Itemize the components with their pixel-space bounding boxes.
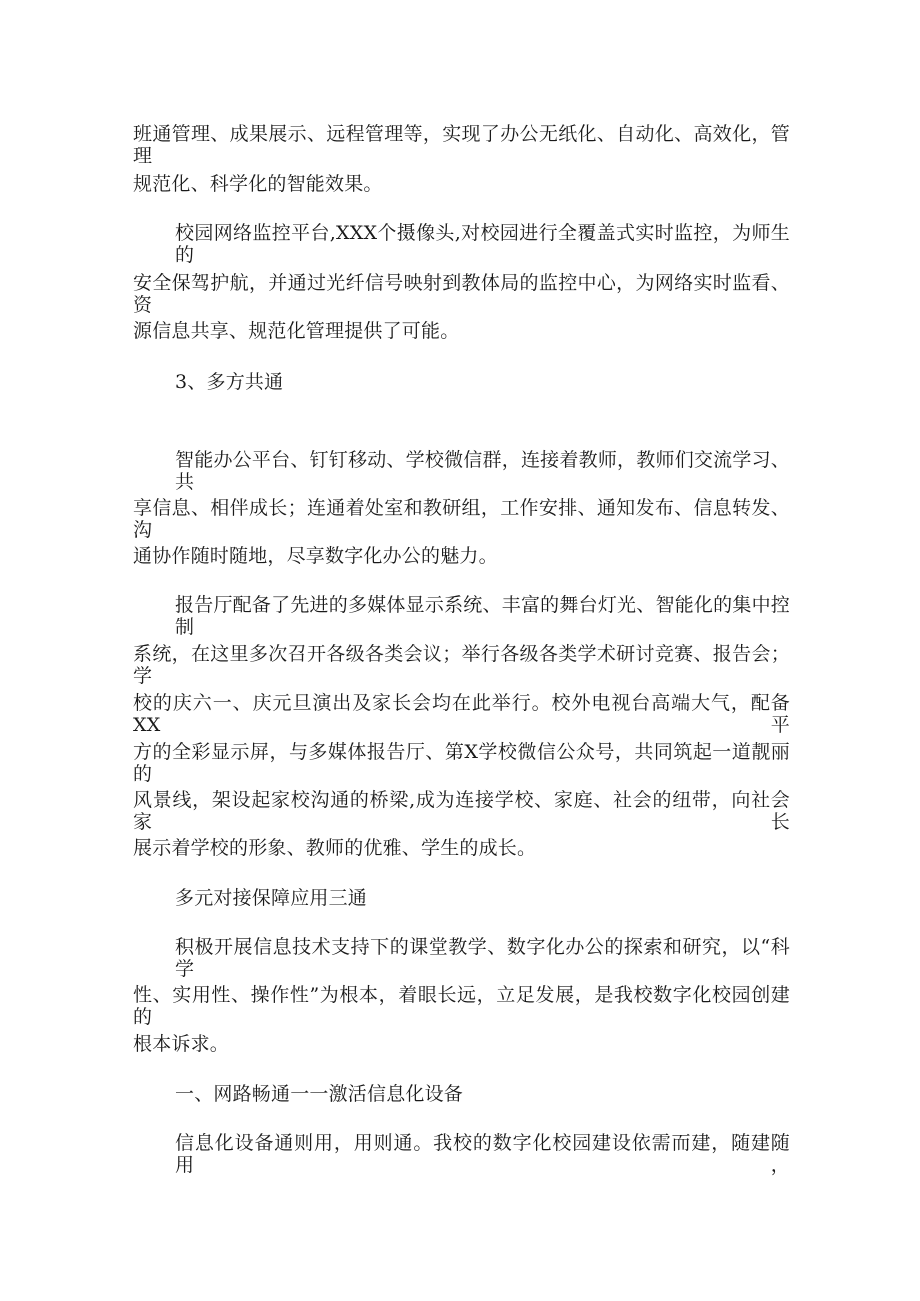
section-heading: 一、网路畅通一一激活信息化设备 [175, 1083, 464, 1105]
paragraph-line: 源信息共享、规范化管理提供了可能。 [133, 320, 460, 342]
paragraph-line: 校的庆六一、庆元旦演出及家长会均在此举行。校外电视台高端大气，配备XX平 [133, 692, 790, 736]
paragraph-line: 报告厅配备了先进的多媒体显示系统、丰富的舞台灯光、智能化的集中控制 [175, 594, 790, 638]
paragraph-line: 系统，在这里多次召开各级各类会议；举行各级各类学术研讨竞赛、报告会；学 [133, 643, 790, 687]
paragraph-line: 校园网络监控平台,XXX个摄像头,对校园进行全覆盖式实时监控，为师生的 [175, 222, 790, 266]
paragraph-line: 根本诉求。 [133, 1033, 230, 1055]
paragraph-line: 安全保驾护航，并通过光纤信号映射到教体局的监控中心，为网络实时监看、资 [133, 272, 790, 316]
paragraph-line: 规范化、科学化的智能效果。 [133, 173, 383, 195]
paragraph-line: 积极开展信息技术支持下的课堂教学、数字化办公的探索和研究，以“科学 [175, 936, 790, 980]
paragraph-line: 性、实用性、操作性”为根本，着眼长远，立足发展，是我校数字化校园创建的 [133, 984, 790, 1028]
section-heading: 多元对接保障应用三通 [175, 887, 368, 909]
paragraph-line: 智能办公平台、钉钉移动、学校微信群，连接着教师，教师们交流学习、共 [175, 449, 790, 493]
paragraph-line: 信息化设备通则用，用则通。我校的数字化校园建设依需而建，随建随用， [175, 1132, 790, 1176]
paragraph-line: 展示着学校的形象、教师的优雅、学生的成长。 [133, 837, 537, 859]
paragraph-line: 通协作随时随地，尽享数字化办公的魅力。 [133, 545, 498, 567]
section-heading: 3、多方共通 [175, 371, 284, 393]
paragraph-line: 风景线，架设起家校沟通的桥梁,成为连接学校、家庭、社会的纽带，向社会家长 [133, 789, 790, 833]
paragraph-line: 班通管理、成果展示、远程管理等，实现了办公无纸化、自动化、高效化，管理 [133, 123, 790, 167]
paragraph-line: 方的全彩显示屏，与多媒体报告厅、第X学校微信公众号，共同筑起一道靓丽的 [133, 741, 790, 785]
paragraph-line: 享信息、相伴成长；连通着处室和教研组，工作安排、通知发布、信息转发、沟 [133, 497, 790, 541]
